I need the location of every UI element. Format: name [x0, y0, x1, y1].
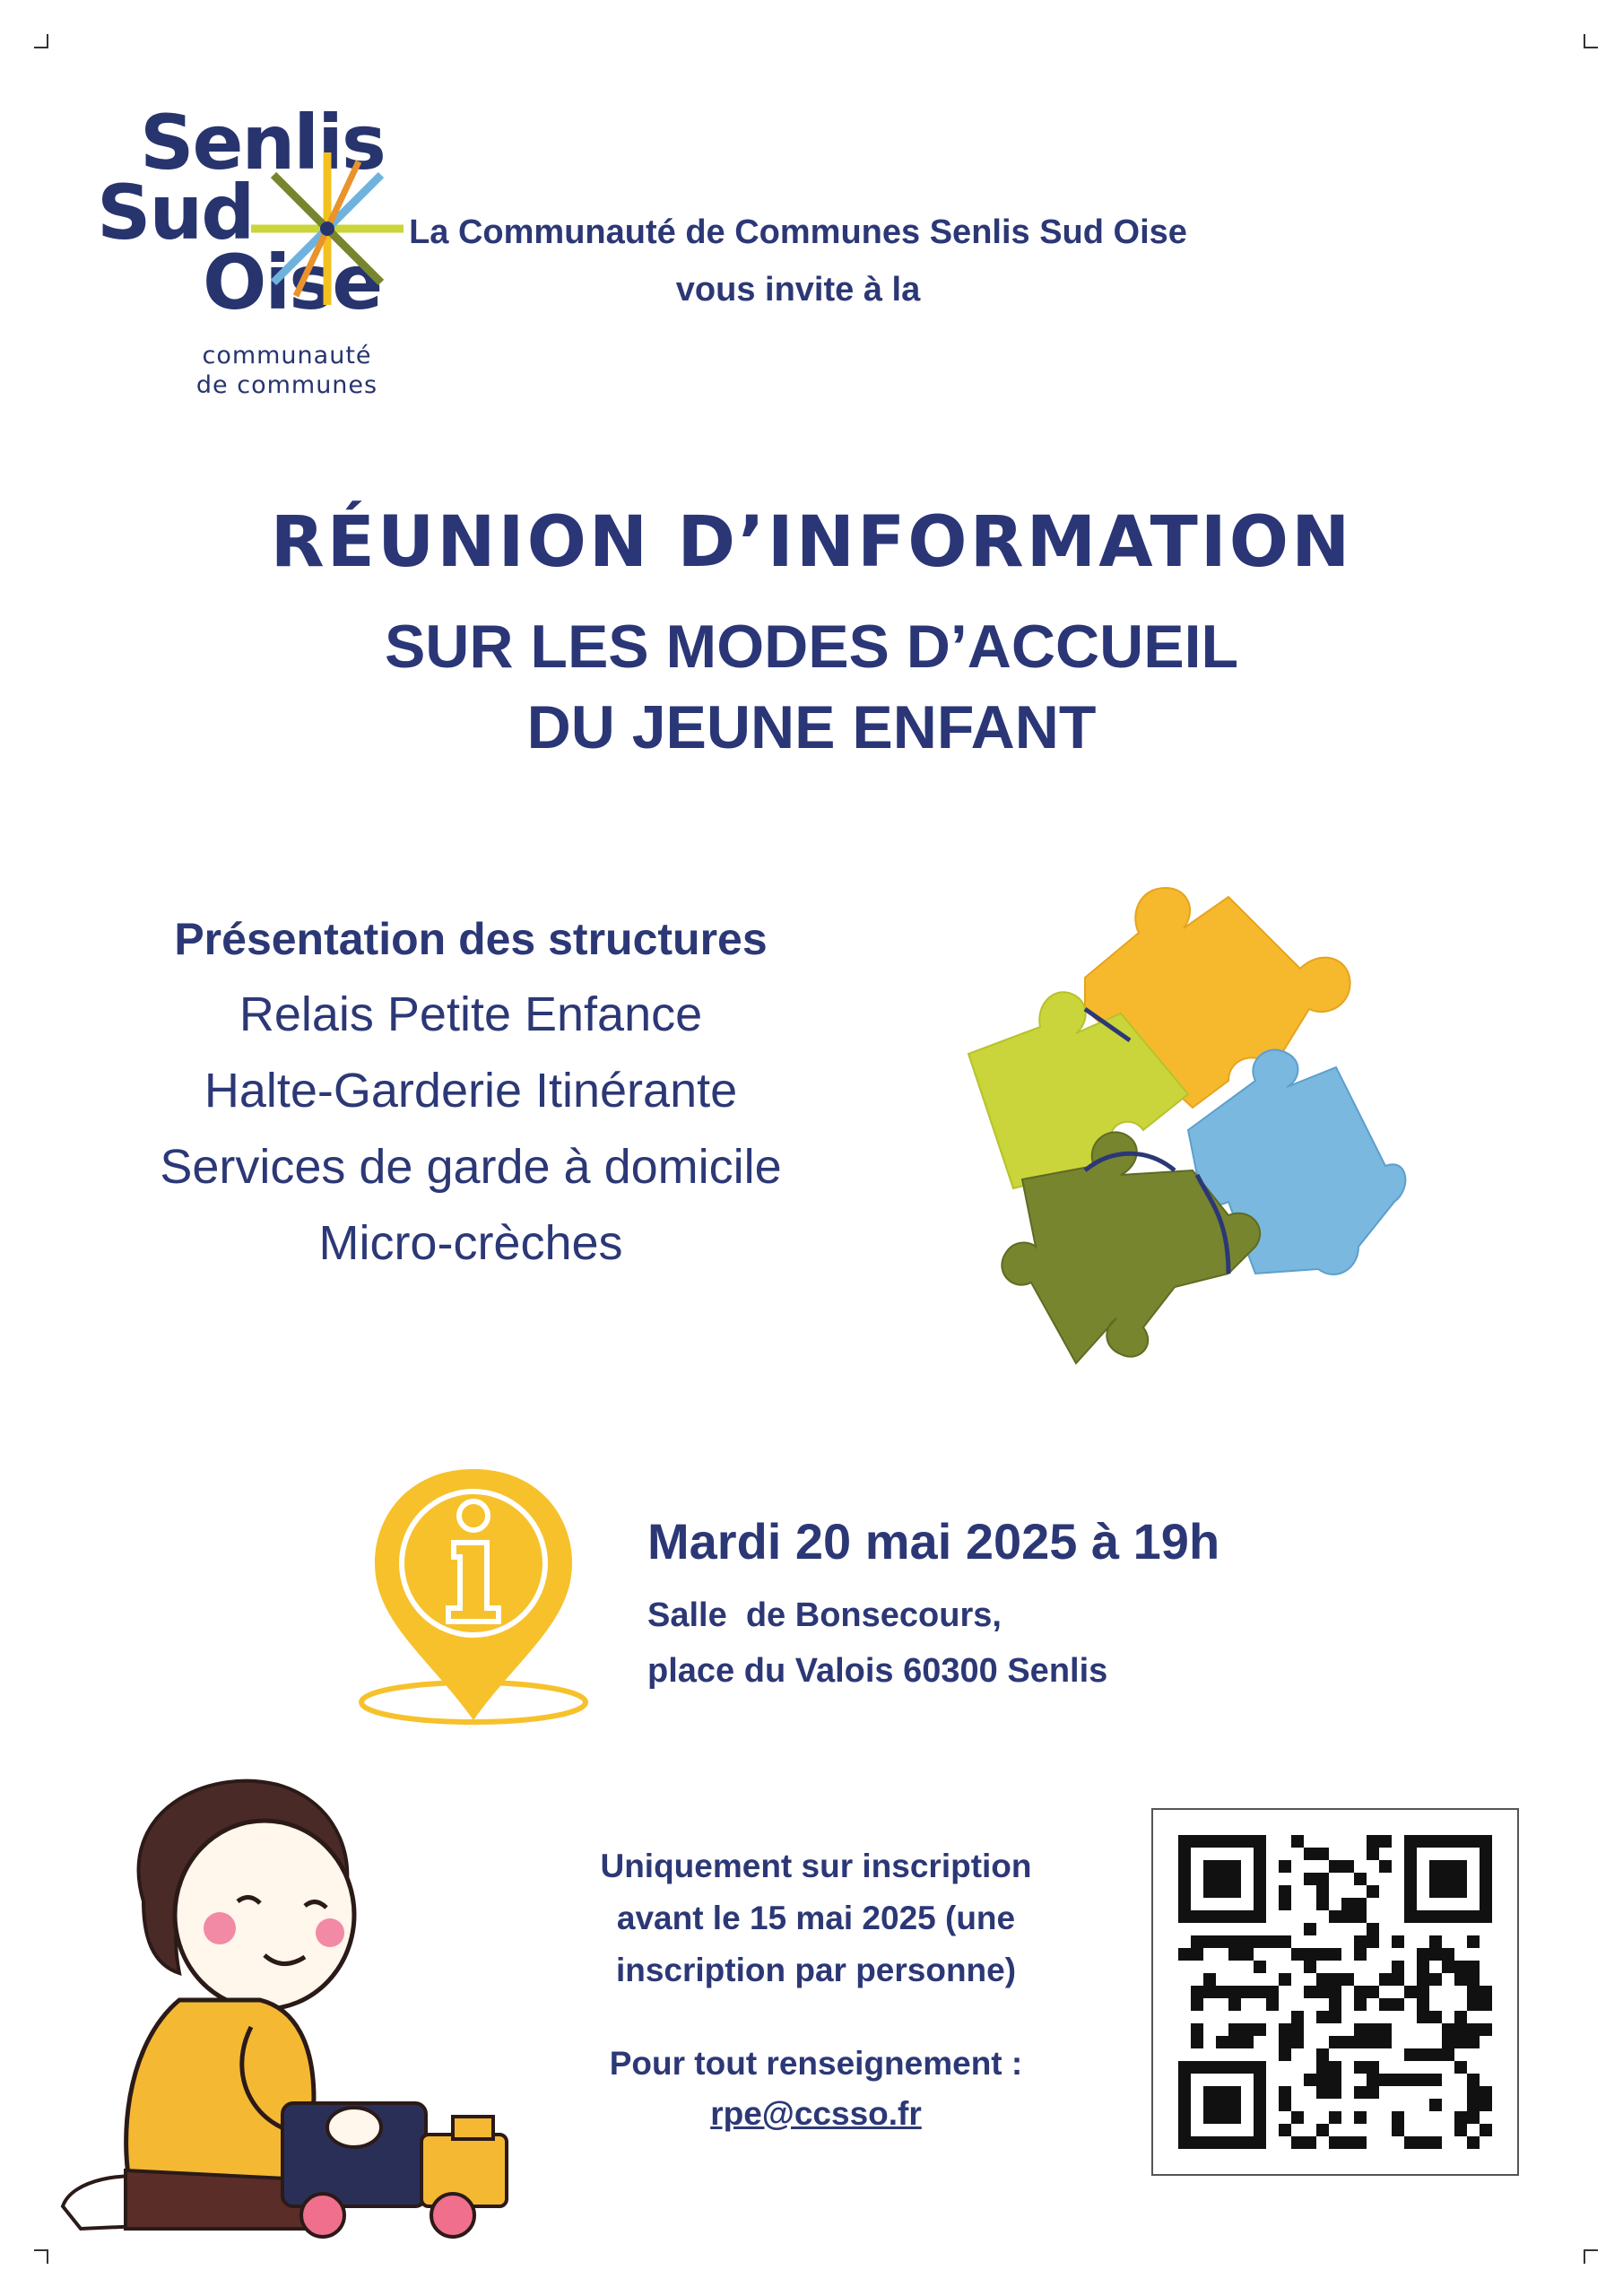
puzzle-illustration [959, 861, 1408, 1381]
info-pin-icon [357, 1460, 590, 1729]
logo [90, 99, 412, 413]
qr-code-pattern [1153, 1810, 1517, 2174]
invite-line-2: vous invite à la [675, 271, 921, 309]
registration-line-3: inscription par personne) [615, 1952, 1017, 1988]
qr-code[interactable] [1151, 1808, 1519, 2176]
contact-email-link[interactable]: rpe@ccsso.fr [710, 2095, 922, 2132]
invite-line-1: La Communauté de Communes Senlis Sud Oise [409, 213, 1187, 251]
title-line-3: DU JEUNE ENFANT [526, 693, 1097, 761]
crop-mark-bottom-left [34, 2249, 48, 2264]
title-line-2: SUR LES MODES D’ACCUEIL [384, 613, 1239, 681]
event-place-line-1: Salle de Bonsecours, [647, 1596, 1002, 1634]
logo-word-sud: Sud [97, 169, 254, 257]
registration-line-2: avant le 15 mai 2025 (une [616, 1900, 1016, 1936]
page-title: RÉUNION D’INFORMATION [270, 502, 1353, 583]
list-item: Relais Petite Enfance [239, 987, 703, 1041]
crop-mark-top-right [1584, 34, 1598, 48]
event-place-line-2: place du Valois 60300 Senlis [647, 1652, 1108, 1690]
list-item: Halte-Garderie Itinérante [204, 1064, 738, 1118]
event-date: Mardi 20 mai 2025 à 19h [647, 1513, 1220, 1570]
child-with-toy-truck-illustration [45, 1758, 547, 2242]
registration-line-1: Uniquement sur inscription [600, 1848, 1032, 1884]
list-item: Services de garde à domicile [160, 1140, 782, 1194]
logo-word-senlis: Senlis [140, 99, 385, 187]
crop-mark-top-left [34, 34, 48, 48]
crop-mark-bottom-right [1584, 2249, 1598, 2264]
contact-label: Pour tout renseignement : [609, 2045, 1023, 2082]
list-item: Micro-crèches [318, 1216, 623, 1270]
structures-heading: Présentation des structures [174, 914, 768, 964]
logo-subtitle-1: communauté [202, 342, 372, 370]
logo-subtitle-2: de communes [195, 371, 378, 399]
logo-word-oise: Oise [203, 239, 382, 326]
logo-star-icon [242, 144, 412, 314]
